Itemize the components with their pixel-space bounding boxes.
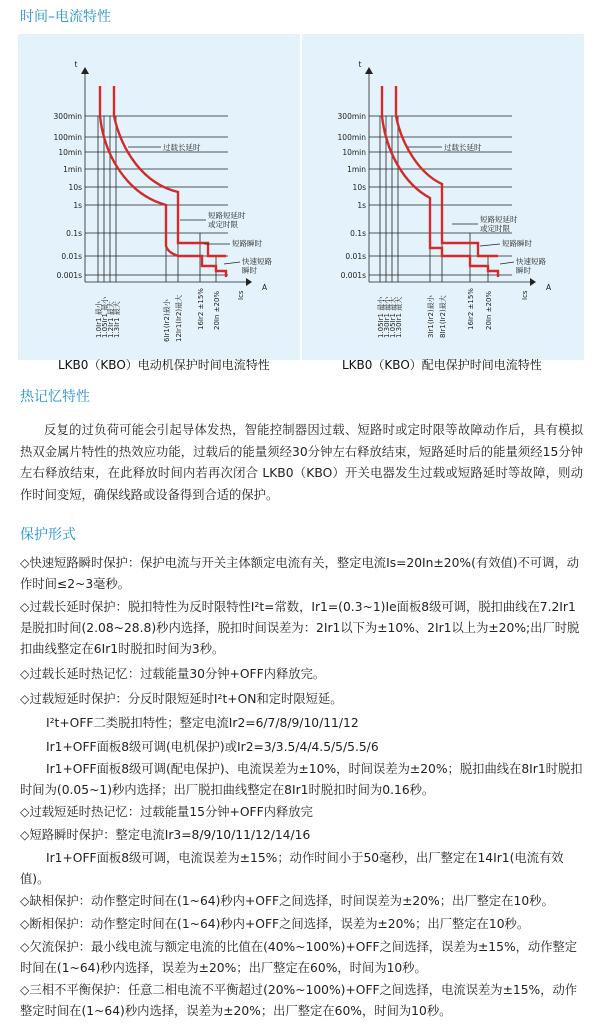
thermal-paragraph: 反复的过负荷可能会引起导体发热，智能控制器因过载、短路时或定时限等故障动作后，具有模拟热双金属片特性的热效应功能，过载后的能量须经30分钟左右释放结束，短路延时后的能量须经15分钟左右释放结束，在此释放时间内若再次闭合 LKB0（KBO）开关电器发生过载或短路延时等故障，则动作时间变短，确保线路或设备得到合适的保护。 xyxy=(20,423,583,502)
trip-curves xyxy=(382,86,498,277)
chart-panel-distribution xyxy=(302,34,584,372)
annotation-fast-instant: 快速短路瞬时 xyxy=(242,257,272,275)
annotation-instant: 短路瞬时 xyxy=(502,239,532,248)
annotation-overload-long: 过载长延时 xyxy=(444,143,482,152)
y-tick-300min: 300min xyxy=(53,112,82,121)
annotation-overload-long: 过载长延时 xyxy=(163,143,201,152)
x-tick-7: 16Ir2 ±15% xyxy=(197,288,205,330)
y-tick-0.1s: 0.1s xyxy=(66,229,82,238)
protection-item-fast-instant: ◇快速短路瞬时保护：保护电流与开关主体额定电流有关，整定电流Is=20In±20%(有效值)不可调，动作时间≤2~3毫秒。 xyxy=(20,556,580,591)
y-axis-symbol: t xyxy=(358,60,362,69)
annotation-leaders xyxy=(128,147,240,264)
y-tick-0.001s: 0.001s xyxy=(56,271,82,280)
y-tick-0.1s: 0.1s xyxy=(350,229,366,238)
y-axis-arrow xyxy=(81,67,89,74)
chart-caption-motor: LKB0（KBO）电动机保护时间电流特性 xyxy=(58,358,270,372)
x-tick-6: 8Ir1(Ir2)最大 xyxy=(439,295,447,338)
chart-caption-distribution: LKB0（KBO）配电保护时间电流特性 xyxy=(342,358,542,372)
x-tick-ics: Ics xyxy=(237,290,245,300)
protection-item-short-instant: ◇短路瞬时保护：整定电流Ir3=8/9/10/11/12/14/16 xyxy=(20,828,311,842)
y-tick-0.01s: 0.01s xyxy=(345,252,366,261)
x-tick-6: 12Ir1(Ir2)最大 xyxy=(175,294,183,342)
annotation-fast-instant: 快速短路瞬时 xyxy=(516,257,546,275)
y-tick-10min: 10min xyxy=(342,148,366,157)
x-tick-2: 1.30Ir1 最小 xyxy=(383,296,391,338)
y-tick-10s: 10s xyxy=(68,183,82,192)
y-axis-symbol: t xyxy=(74,60,78,69)
x-tick-8: 20In ±20% xyxy=(213,290,221,330)
y-tick-100min: 100min xyxy=(53,133,82,142)
y-tick-100min: 100min xyxy=(337,133,366,142)
y-tick-1s: 1s xyxy=(357,201,366,210)
section-title-thermal: 热记忆特性 xyxy=(20,389,90,405)
x-tick-3: 1.2Ir1 最大 xyxy=(107,301,115,338)
x-tick-5: 3Ir1(Ir2)最小 xyxy=(427,295,435,338)
x-axis-symbol: A xyxy=(262,283,268,292)
protection-item-phase-break: ◇断相保护：动作整定时间在(1~64)秒内+OFF之间选择，误差为±20%；出厂整定在10秒。 xyxy=(20,917,530,931)
protection-item-undercurrent: ◇欠流保护：最小线电流与额定电流的比值在(40%~100%)+OFF之间选择，误差为±15%，动作整定时间在(1~64)秒内选择，误差为±20%；出厂整定在60%，时间为10秒。 xyxy=(20,940,578,975)
time-current-chart-distribution xyxy=(302,34,584,360)
x-axis-symbol: A xyxy=(546,283,552,292)
protection-item-overload-short: ◇过载短延时保护：分反时限短延时I²t+ON和定时限短延。 xyxy=(20,692,343,706)
x-tick-ics: Ics xyxy=(521,290,529,300)
y-tick-0.01s: 0.01s xyxy=(61,252,82,261)
x-tick-1: 1.05Ir1 最小 xyxy=(377,296,385,338)
protection-item-unbalance: ◇三相不平衡保护：任意二相电流不平衡超过(20%~100%)+OFF之间选择，电流误差为±15%，动作整定时间在(1~64)秒内选择，误差为±20%；出厂整定在60%，时间为10秒。 xyxy=(20,983,578,1018)
x-tick-1: 1.0Ir1 最小 xyxy=(95,301,103,338)
protection-subitem-short-instant: Ir1+OFF面板8级可调，电流误差为±15%；动作时间小于50毫秒，出厂整定在14Ir1(电流有效值)。 xyxy=(20,851,564,886)
protection-item-short-delay-thermal: ◇过载短延时热记忆：过载能量15分钟+OFF内释放完 xyxy=(20,805,313,819)
y-tick-0.001s: 0.001s xyxy=(340,271,366,280)
x-tick-7: 16Ir2 ±15% xyxy=(467,288,475,330)
protection-item-overload-long-thermal: ◇过载长延时热记忆：过载能量30分钟+OFF内释放完。 xyxy=(20,667,326,681)
protection-subitem-motor: Ir1+OFF面板8级可调(电机保护)或Ir2=3/3.5/4/4.5/5/5.5/6 xyxy=(46,740,379,754)
x-tick-8: 20In ±20% xyxy=(485,290,493,330)
y-tick-1min: 1min xyxy=(347,165,366,174)
trip-curves xyxy=(100,86,226,277)
x-tick-3: 1.05Ir1 最大 xyxy=(389,296,397,338)
protection-subitem-distribution: Ir1+OFF面板8级可调(配电保护)、电流误差为±10%，时间误差为±20%；脱扣曲线在8Ir1时脱扣时间为(0.05~1)秒内选择；出厂脱扣曲线整定在8Ir1时脱扣时间为0.16秒。 xyxy=(20,762,583,797)
protection-item-overload-long: ◇过载长延时保护：脱扣特性为反时限特性I²t=常数，Ir1=(0.3~1)Ie面板8级可调，脱扣曲线在7.2Ir1是脱扣时间(2.08~28.8)秒内选择，脱扣时间误差为：2Ir1以下为±10%、2Ir1以上为±20%;出厂时脱扣曲线整定在6Ir1时脱扣时间为3秒。 xyxy=(20,600,580,656)
x-axis-arrow xyxy=(246,278,252,286)
section-title-time-current: 时间–电流特性 xyxy=(20,9,111,25)
chart-panel-motor xyxy=(18,34,300,372)
x-tick-4: 1.30Ir1 最大 xyxy=(395,296,403,338)
annotation-short-delay: 短路短延时或定时限 xyxy=(480,215,518,233)
trip-curve-min xyxy=(382,86,498,277)
x-tick-2: 1.05Ir1 最小 xyxy=(101,296,109,338)
y-tick-1min: 1min xyxy=(63,165,82,174)
y-tick-300min: 300min xyxy=(337,112,366,121)
x-tick-4: 1.3Ir1 最大 xyxy=(113,301,121,338)
protection-item-phase-loss: ◇缺相保护：动作整定时间在(1~64)秒内+OFF之间选择，时间误差为±20%；出厂整定在10秒。 xyxy=(20,894,554,908)
y-tick-1s: 1s xyxy=(73,201,82,210)
protection-subitem-i2t-off: I²t+OFF二类脱扣特性；整定电流Ir2=6/7/8/9/10/11/12 xyxy=(46,716,359,730)
time-current-chart-motor xyxy=(18,34,300,360)
x-tick-5: 6Ir1(Ir2)最小 xyxy=(163,299,171,342)
annotation-instant: 短路瞬时 xyxy=(232,239,262,248)
annotation-short-delay: 短路短延时或定时限 xyxy=(208,211,246,229)
y-tick-10s: 10s xyxy=(352,183,366,192)
y-tick-10min: 10min xyxy=(58,148,82,157)
trip-curve-max xyxy=(114,86,226,256)
section-title-protection: 保护形式 xyxy=(20,527,76,543)
